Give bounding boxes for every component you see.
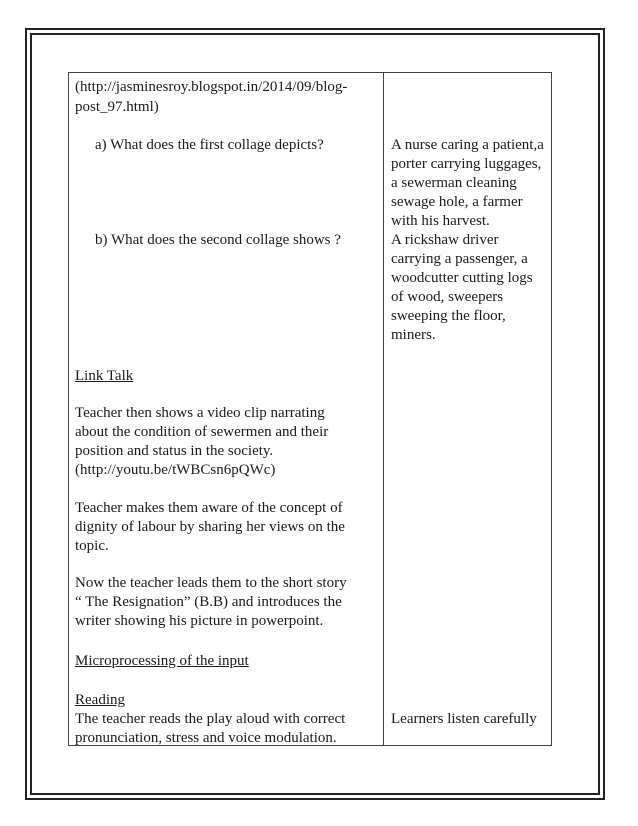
video-line: Teacher then shows a video clip narrating <box>75 405 325 421</box>
reading-line: pronunciation, stress and voice modulation. <box>75 730 337 746</box>
dignity-line: dignity of labour by sharing her views on the <box>75 519 345 535</box>
microprocessing-heading: Microprocessing of the input <box>75 653 249 669</box>
answer-a-line: with his harvest. <box>391 213 490 229</box>
reading-heading: Reading <box>75 692 125 708</box>
question-b: b) What does the second collage shows ? <box>95 232 341 248</box>
answer-a-line: a sewerman cleaning <box>391 175 517 191</box>
reading-line: The teacher reads the play aloud with correct <box>75 711 346 727</box>
story-line: writer showing his picture in powerpoint. <box>75 613 324 629</box>
video-url: (http://youtu.be/tWBCsn6pQWc) <box>75 462 276 478</box>
answer-a-line: porter carrying luggages, <box>391 156 542 172</box>
answer-a-line: sewage hole, a farmer <box>391 194 523 210</box>
answer-a-line: A nurse caring a patient,a <box>391 137 544 153</box>
video-line: position and status in the society. <box>75 443 274 459</box>
answer-b-line: A rickshaw driver <box>391 232 499 248</box>
blog-url-line-1: (http://jasminesroy.blogspot.in/2014/09/blog- <box>75 79 348 95</box>
video-line: about the condition of sewermen and their <box>75 424 329 440</box>
column-divider <box>383 72 384 746</box>
link-talk-heading: Link Talk <box>75 368 134 384</box>
story-line: Now the teacher leads them to the short story <box>75 575 347 591</box>
reading-response: Learners listen carefully <box>391 711 537 727</box>
answer-b-line: carrying a passenger, a <box>391 251 528 267</box>
answer-b-line: of wood, sweepers <box>391 289 504 305</box>
blog-url-line-2: post_97.html) <box>75 99 159 115</box>
answer-b-line: miners. <box>391 327 436 343</box>
answer-b-line: sweeping the floor, <box>391 308 506 324</box>
dignity-line: Teacher makes them aware of the concept of <box>75 500 343 516</box>
answer-b-line: woodcutter cutting logs <box>391 270 533 286</box>
dignity-line: topic. <box>75 538 109 554</box>
story-line: “ The Resignation” (B.B) and introduces the <box>75 594 342 610</box>
question-a: a) What does the first collage depicts? <box>95 137 324 153</box>
